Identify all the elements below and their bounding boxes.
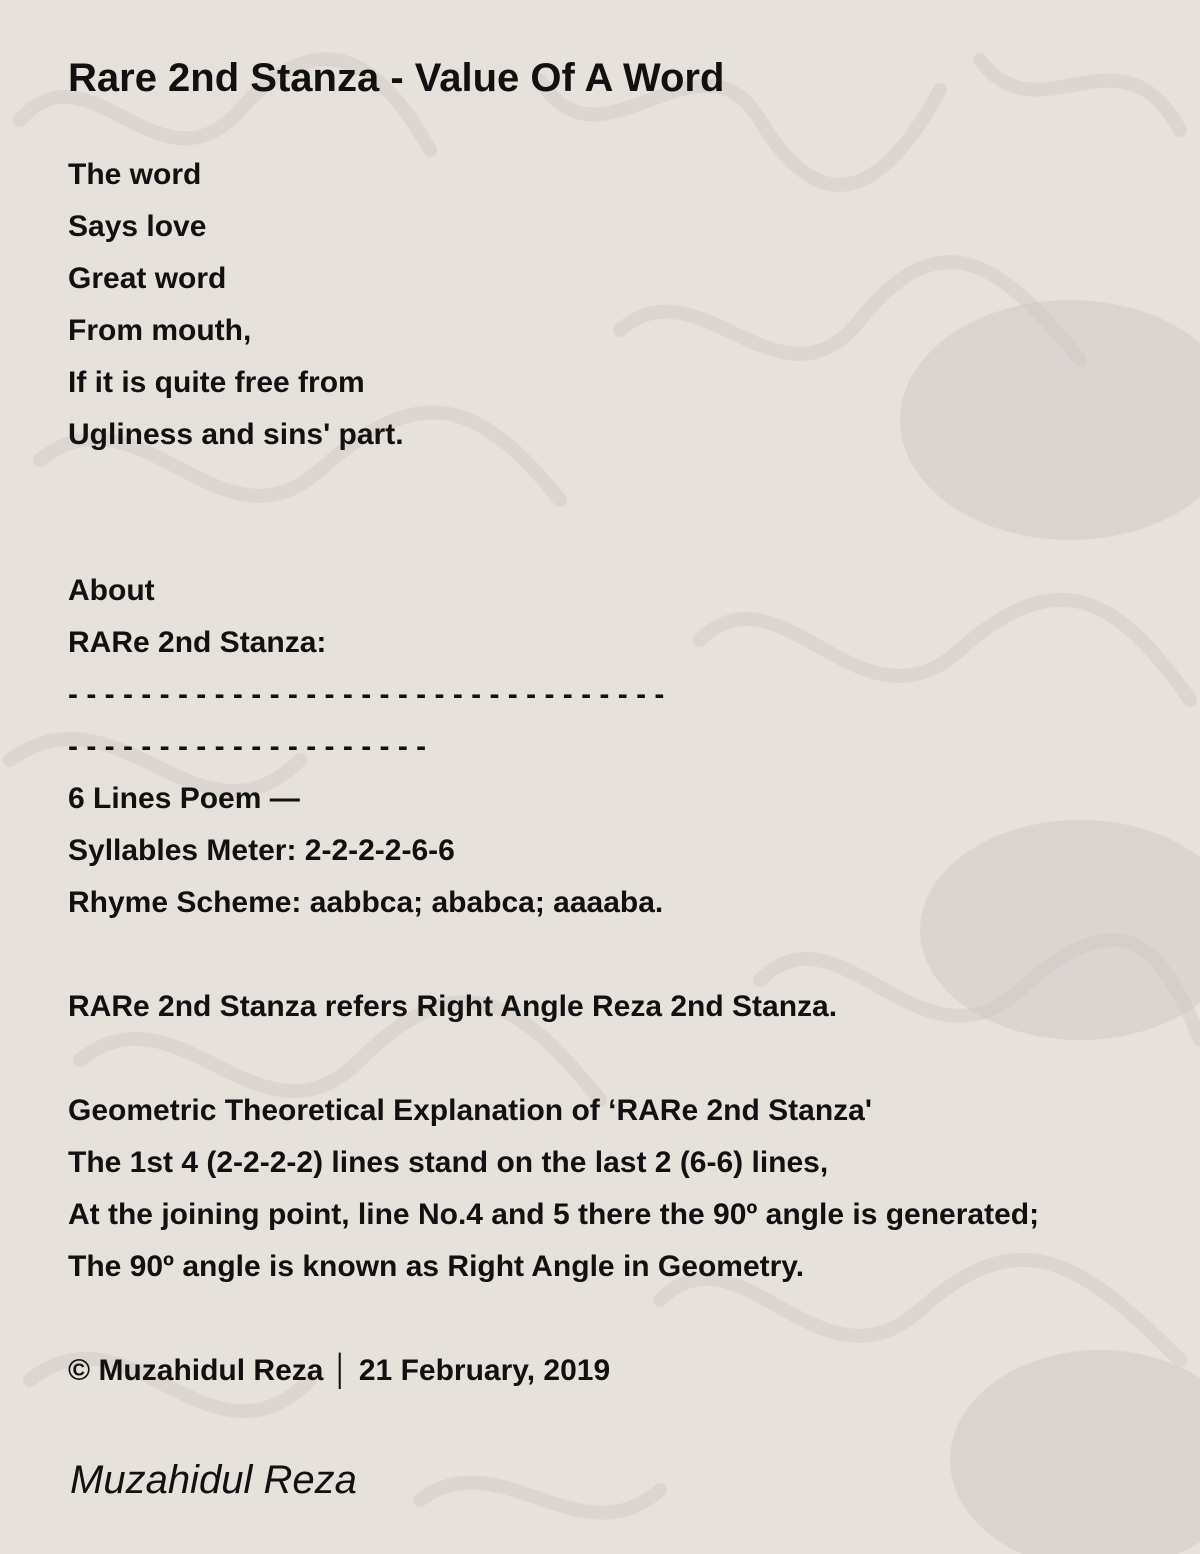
explanation-line: The 1st 4 (2-2-2-2) lines stand on the last 2 (6-6) lines, <box>68 1146 829 1179</box>
about-heading: About <box>68 574 155 607</box>
author-signature: Muzahidul Reza <box>70 1458 357 1502</box>
poem-line: Ugliness and sins' part. <box>68 418 404 451</box>
poem-line: From mouth, <box>68 314 252 347</box>
rhyme-scheme: Rhyme Scheme: aabbca; ababca; aaaaba. <box>68 886 664 919</box>
poem-line: Great word <box>68 262 227 295</box>
separator-line: - - - - - - - - - - - - - - - - - - - - <box>68 730 427 763</box>
poem-title: Rare 2nd Stanza - Value Of A Word <box>68 56 725 100</box>
definition-text: RARe 2nd Stanza refers Right Angle Reza 2nd Stanza. <box>68 990 838 1023</box>
explanation-line: The 90º angle is known as Right Angle in Geometry. <box>68 1250 805 1283</box>
poem-line: If it is quite free from <box>68 366 365 399</box>
explanation-line: Geometric Theoretical Explanation of ‘RARe 2nd Stanza' <box>68 1094 872 1127</box>
form-description: 6 Lines Poem — <box>68 782 300 815</box>
explanation-line: At the joining point, line No.4 and 5 there the 90º angle is generated; <box>68 1198 1040 1231</box>
separator-line: - - - - - - - - - - - - - - - - - - - - - - - - - - - - - - - - - <box>68 678 665 711</box>
poem-line: Says love <box>68 210 207 243</box>
copyright-line: © Muzahidul Reza │ 21 February, 2019 <box>68 1354 611 1387</box>
poem-line: The word <box>68 158 202 191</box>
about-subheading: RARe 2nd Stanza: <box>68 626 327 659</box>
syllables-meter: Syllables Meter: 2-2-2-2-6-6 <box>68 834 455 867</box>
